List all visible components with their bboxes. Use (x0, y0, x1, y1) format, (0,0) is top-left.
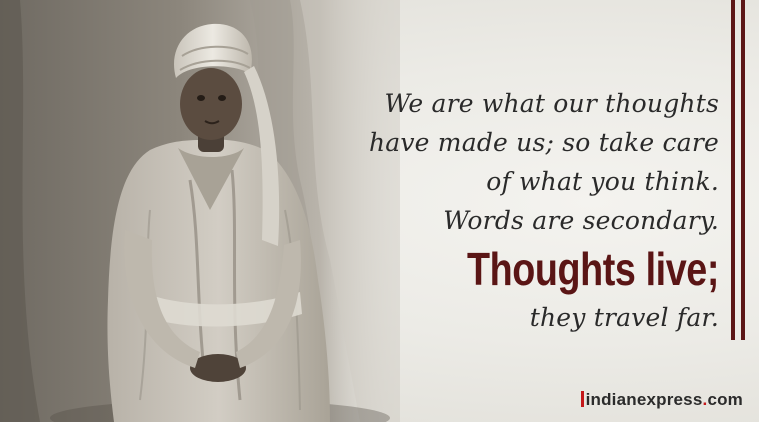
quote-block (319, 84, 719, 337)
brand-dot: . (702, 390, 708, 409)
quote-line-2: have made us; so take care (368, 128, 719, 157)
quote-emphasis: Thoughts live; (466, 243, 719, 295)
quote-line-4: Words are secondary. (443, 206, 719, 235)
brand-mark-icon (581, 391, 584, 407)
brand-tld: com (707, 390, 743, 409)
accent-rule-left (731, 0, 735, 340)
quote-closing: they travel far. (529, 303, 719, 332)
brand-watermark (581, 390, 743, 410)
accent-rule-right (741, 0, 745, 340)
quote-line-3: of what you think. (486, 167, 719, 196)
quote-line-1: We are what our thoughts (384, 89, 719, 118)
brand-name: indianexpress (585, 390, 703, 409)
